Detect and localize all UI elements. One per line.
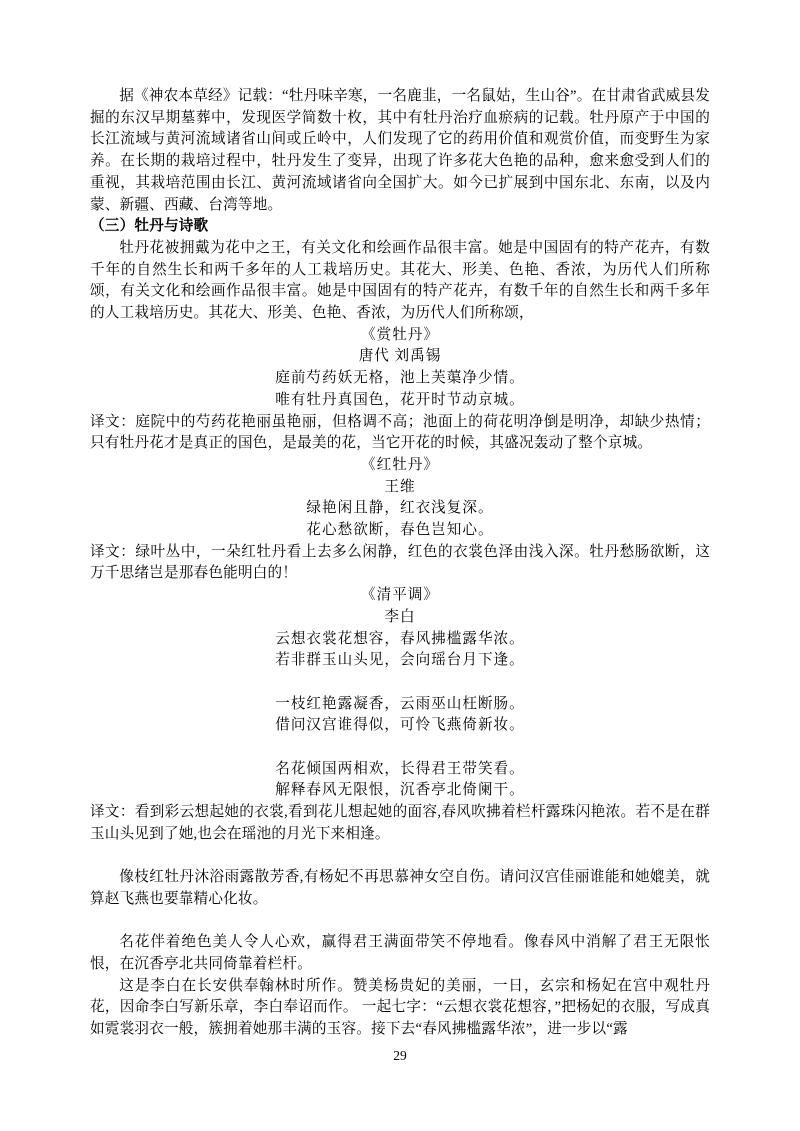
blank-line [90, 672, 710, 694]
poem-title: 《清平调》 [361, 587, 439, 604]
poem-title: 《赏牡丹》 [361, 326, 439, 343]
blank-line [90, 846, 710, 868]
poem-line: 花心愁欲断，春色岂知心。 [306, 522, 494, 539]
poem-author: 王维 [384, 478, 416, 495]
poem-line: 借问汉宫谁得似，可怜飞燕倚新妆。 [275, 717, 525, 734]
section-heading: （三）牡丹与诗歌 [90, 218, 209, 235]
poem-author: 唐代 刘禹锡 [358, 348, 442, 365]
translation-paragraph: 译文：绿叶丛中，一朵红牡丹看上去多么闲静，红色的衣裳色泽由浅入深。牡丹愁肠欲断，这万千思绪岂是那春色能明白的！ [90, 543, 710, 582]
page-number: 29 [393, 1048, 407, 1063]
poem-line: 绿艳闲且静，红衣浅复深。 [306, 500, 494, 517]
body-paragraph: 据《神农本草经》记载：“牡丹味辛寒，一名鹿韭，一名鼠姑，生山谷”。在甘肃省武威县发掘的东汉早期墓葬中，发现医学简数十枚，其中有牡丹治疗血瘀病的记载。牡丹原产于中国的长江流域与黄河流域诸省山间或丘岭中，人们发现了它的药用价值和观赏价值，而变野生为家养。在长期的栽培过程中，牡丹发生了变异，出现了许多花大色艳的品种，愈来愈受到人们的重视，其栽培范围由长江、黄河流域诸省向全国扩大。如今已扩展到中国东北、东南，以及内蒙、新疆、西藏、台湾等地。 [90, 88, 710, 213]
poem-line: 名花倾国两相欢，长得君王带笑看。 [275, 760, 525, 777]
blank-line [90, 737, 710, 759]
poem-line: 一枝红艳露凝香，云雨巫山枉断肠。 [275, 695, 525, 712]
poem-line: 云想衣裳花想容，春风拂槛露华浓。 [275, 630, 525, 647]
poem-line: 若非群玉山头见，会向瑶台月下逢。 [275, 652, 525, 669]
poem-title: 《红牡丹》 [361, 456, 439, 473]
poem-line: 解释春风无限恨，沉香亭北倚阑干。 [275, 782, 525, 799]
body-paragraph: 这是李白在长安供奉翰林时所作。赞美杨贵妃的美丽，一日，玄宗和杨妃在宫中观牡丹花，因命李白写新乐章，李白奉诏而作。 一起七字：“云想衣裳花想容，”把杨妃的衣服，写成真如霓裳羽衣一般，簇拥着她那丰满的玉容。接下去“春风拂槛露华浓”，进一步以“露 [90, 977, 710, 1038]
document-content [90, 86, 710, 1041]
translation-paragraph: 译文：庭院中的芍药花艳丽虽艳丽，但格调不高；池面上的荷花明净倒是明净，却缺少热情；只有牡丹花才是真正的国色，是最美的花，当它开花的时候，其盛况轰动了整个京城。 [90, 413, 710, 452]
poem-line: 庭前芍药妖无格，池上芙蕖净少情。 [275, 370, 525, 387]
blank-line [90, 911, 710, 933]
body-paragraph: 名花伴着绝色美人令人心欢，赢得君王满面带笑不停地看。像春风中消解了君王无限怅恨，在沉香亭北共同倚靠着栏杆。 [90, 934, 710, 973]
poem-line: 唯有牡丹真国色，花开时节动京城。 [275, 391, 525, 408]
body-paragraph: 牡丹花被拥戴为花中之王，有关文化和绘画作品很丰富。她是中国固有的特产花卉，有数千年的自然生长和两千多年的人工栽培历史。其花大、形美、色艳、香浓，为历代人们所称颂，有关文化和绘画作品很丰富。她是中国固有的特产花卉，有数千年的自然生长和两千多年的人工栽培历史。其花大、形美、色艳、香浓，为历代人们所称颂， [90, 239, 710, 322]
translation-paragraph: 译文：看到彩云想起她的衣裳,看到花儿想起她的面容,春风吹拂着栏杆露珠闪艳浓。若不是在群玉山头见到了她,也会在瑶池的月光下来相逢。 [90, 804, 710, 842]
poem-author: 李白 [384, 608, 416, 625]
body-paragraph: 像枝红牡丹沐浴雨露散芳香,有杨妃不再思慕神女空自伤。请问汉宫佳丽谁能和她媲美，就算赵飞燕也要靠精心化妆。 [90, 869, 710, 907]
